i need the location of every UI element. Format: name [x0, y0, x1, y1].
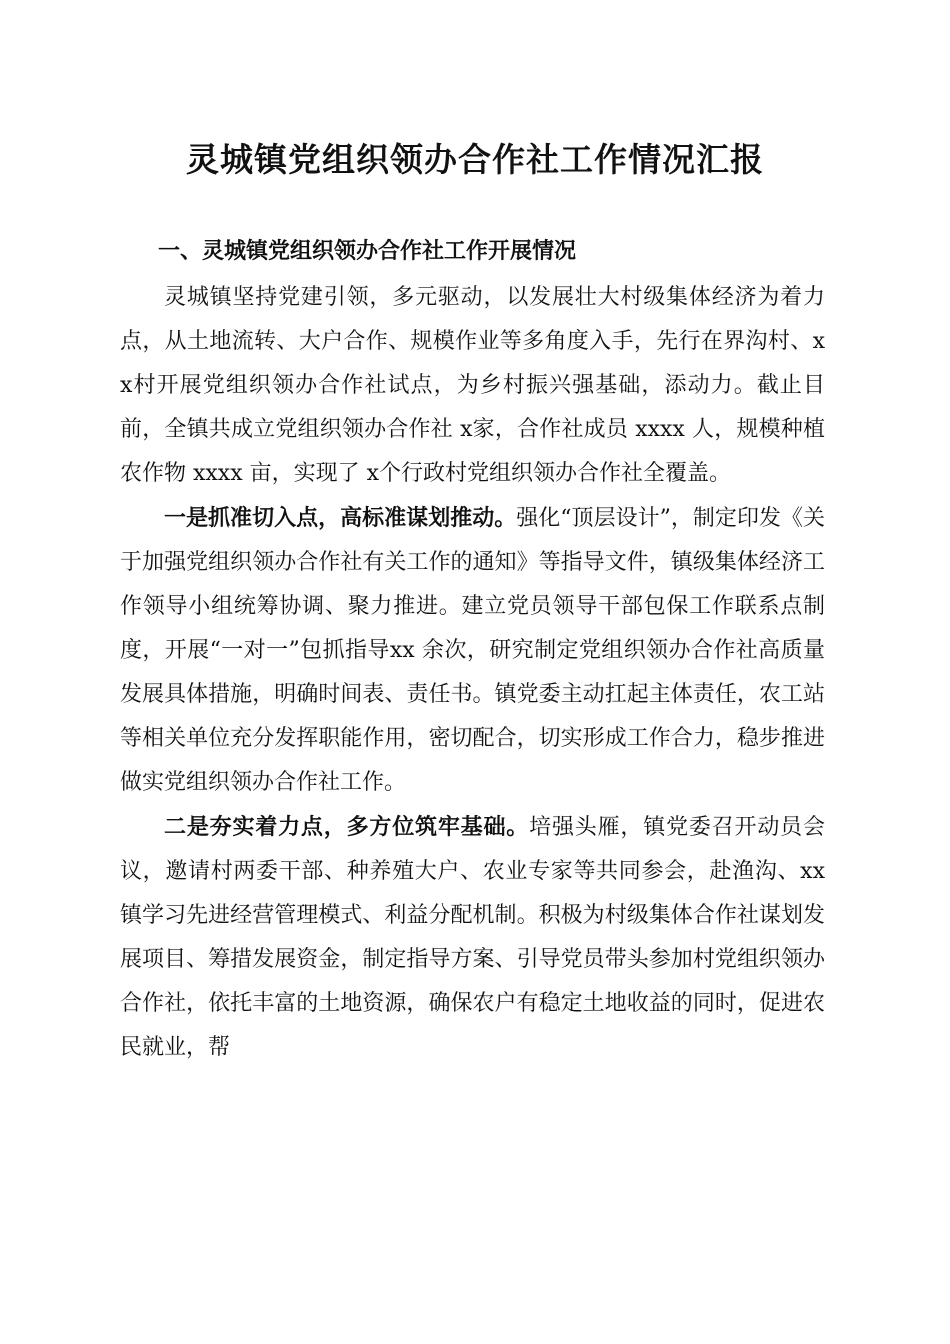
paragraph-overview — [120, 276, 825, 496]
paragraph-point-one — [120, 496, 825, 805]
paragraph-point-two — [120, 805, 825, 1070]
document-title: 灵城镇党组织领办合作社工作情况汇报 — [186, 140, 764, 179]
section-heading: 一、灵城镇党组织领办合作社工作开展情况 — [158, 239, 577, 264]
paragraph-text: 强化“顶层设计”，制定印发《关于加强党组织领办合作社有关工作的通知》等指导文件，镇级集体经济工作领导小组统筹协调、聚力推进。建立党员领导干部包保工作联系点制度，开展“一对一”包抓指导xx 余次，研究制定党组织领办合作社高质量发展具体措施，明确时间表、责任书。镇党委主动扛起主体责任，农工站等相关单位充分发挥职能作用，密切配合，切实形成工作合力，稳步推进做实党组织领办合作社工作。 — [120, 506, 825, 795]
paragraph-lead: 二是夯实着力点，多方位筑牢基础。 — [164, 814, 530, 840]
paragraph-text: 培强头雁，镇党委召开动员会议，邀请村两委干部、种养殖大户、农业专家等共同参会，赴渔沟、xx 镇学习先进经营管理模式、利益分配机制。积极为村级集体合作社谋划发展项目、筹措发展资金，制定指导方案、引导党员带头参加村党组织领办合作社，依托丰富的土地资源，确保农户有稳定土地收益的同时，促进农民就业，帮 — [120, 815, 825, 1060]
document-body — [120, 234, 825, 1070]
paragraph-lead: 一是抓准切入点，高标准谋划推动。 — [164, 505, 517, 531]
paragraph-text: 灵城镇坚持党建引领，多元驱动，以发展壮大村级集体经济为着力点，从土地流转、大户合作、规模作业等多角度入手，先行在界沟村、xx村开展党组织领办合作社试点，为乡村振兴强基础，添动力。截止目前，全镇共成立党组织领办合作社 x家，合作社成员 xxxx 人，规模种植农作物 xxxx 亩，实现了 x个行政村党组织领办合作社全覆盖。 — [120, 285, 825, 486]
